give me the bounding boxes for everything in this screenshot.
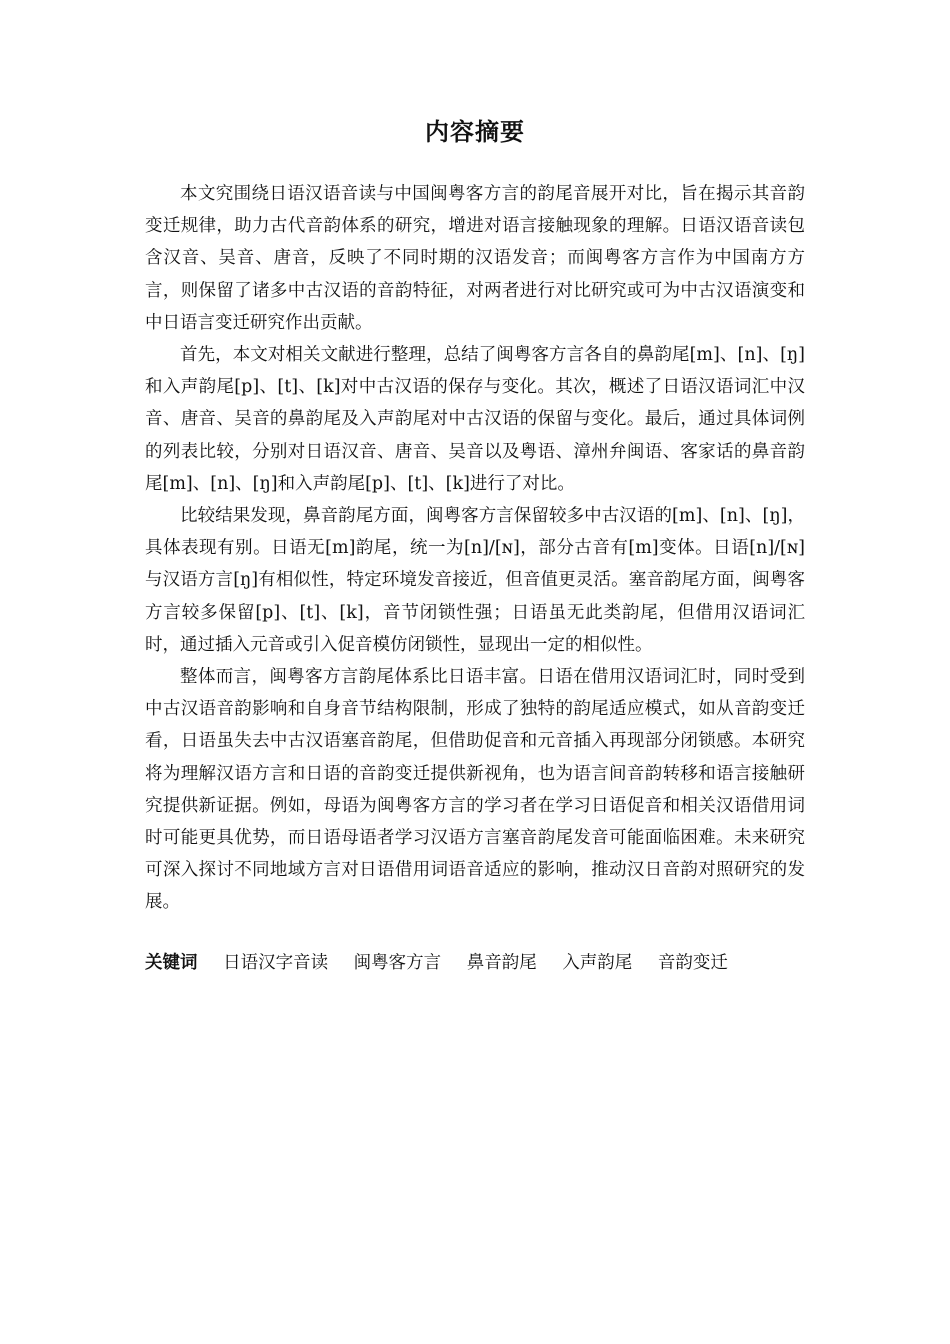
keyword-item: 日语汉字音读 [223,952,329,973]
keyword-item: 闽粤客方言 [353,952,442,973]
abstract-page [145,112,805,979]
keyword-item: 入声韵尾 [562,952,633,973]
keyword-item: 鼻音韵尾 [466,952,537,973]
keywords-line [145,947,805,979]
page-title: 内容摘要 [425,118,525,146]
abstract-paragraph-1: 本文究围绕日语汉语音读与中国闽粤客方言的韵尾音展开对比，旨在揭示其音韵变迁规律，助力古代音韵体系的研究，增进对语言接触现象的理解。日语汉语音读包含汉音、吴音、唐音，反映了不同时期的汉语发音；而闽粤客方言作为中国南方方言，则保留了诸多中古汉语的音韵特征，对两者进行对比研究或可为中古汉语演变和中日语言变迁研究作出贡献。 [145,184,805,333]
abstract-paragraph-2: 首先，本文对相关文献进行整理，总结了闽粤客方言各自的鼻韵尾[m]、[n]、[ŋ]和入声韵尾[p]、[t]、[k]对中古汉语的保存与变化。其次，概述了日语汉语词汇中汉音、唐音、吴音的鼻韵尾及入声韵尾对中古汉语的保留与变化。最后，通过具体词例的列表比较，分别对日语汉音、唐音、吴音以及粤语、漳州弁闽语、客家话的鼻音韵尾[m]、[n]、[ŋ]和入声韵尾[p]、[t]、[k]进行了对比。 [145,345,805,494]
keywords-label: 关键词 [145,952,198,973]
abstract-paragraph-4: 整体而言，闽粤客方言韵尾体系比日语丰富。日语在借用汉语词汇时，同时受到中古汉语音韵影响和自身音节结构限制，形成了独特的韵尾适应模式，如从音韵变迁看，日语虽失去中古汉语塞音韵尾，但借助促音和元音插入再现部分闭锁感。本研究将为理解汉语方言和日语的音韵变迁提供新视角，也为语言间音韵转移和语言接触研究提供新证据。例如，母语为闽粤客方言的学习者在学习日语促音和相关汉语借用词时可能更具优势，而日语母语者学习汉语方言塞音韵尾发音可能面临困难。未来研究可深入探讨不同地域方言对日语借用词语音适应的影响，推动汉日音韵对照研究的发展。 [145,667,805,913]
abstract-body [145,178,805,919]
abstract-paragraph-3: 比较结果发现，鼻音韵尾方面，闽粤客方言保留较多中古汉语的[m]、[n]、[ŋ]，具体表现有别。日语无[m]韵尾，统一为[n]/[ɴ]，部分古音有[m]变体。日语[n]/[ɴ]与汉语方言[ŋ]有相似性，特定环境发音接近，但音值更灵活。塞音韵尾方面，闽粤客方言较多保留[p]、[t]、[k]，音节闭锁性强；日语虽无此类韵尾，但借用汉语词汇时，通过插入元音或引入促音模仿闭锁性，显现出一定的相似性。 [145,506,805,655]
keyword-item: 音韵变迁 [657,952,728,973]
